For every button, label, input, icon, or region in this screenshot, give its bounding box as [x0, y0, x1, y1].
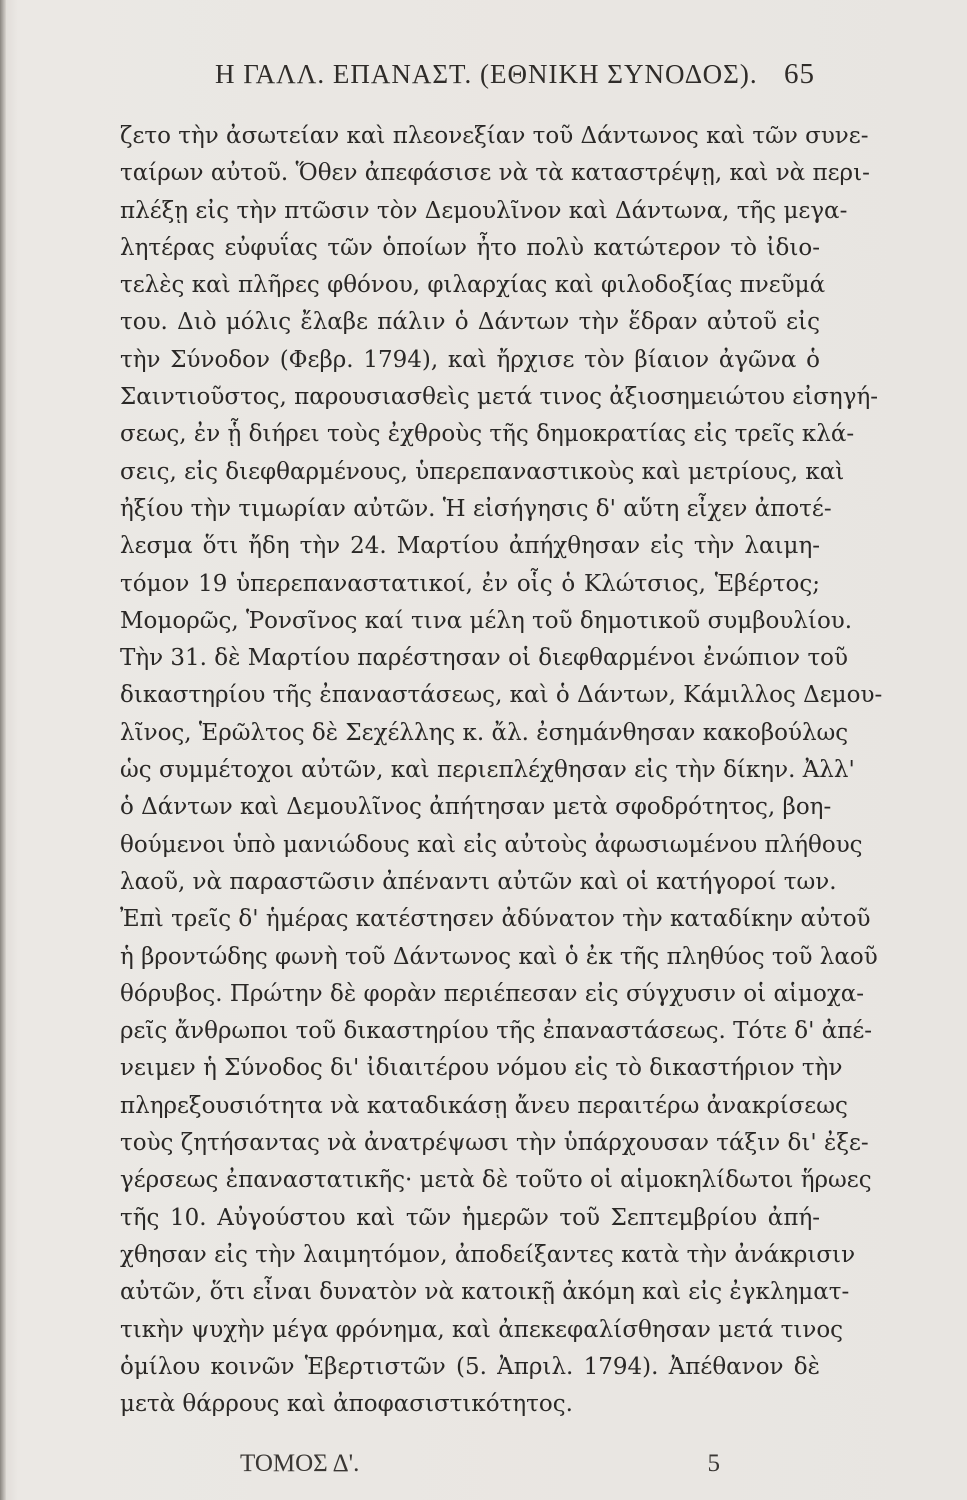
text-line: λητέρας εὐφυΐας τῶν ὁποίων ἦτο πολὺ κατώτερον τὸ ἰδιο-: [120, 234, 820, 261]
text-line: λῖνος, Ἑρῶλτος δὲ Σεχέλλης κ. ἄλ. ἐσημάνθησαν κακοβούλως: [120, 719, 849, 746]
text-line: τόμον 19 ὑπερεπαναστατικοί, ἐν οἷς ὁ Κλώτσιος, Ἑβέρτος;: [120, 570, 820, 597]
text-line: νειμεν ἡ Σύνοδος δι' ἰδιαιτέρου νόμου εἰς τὸ δικαστήριον τὴν: [120, 1055, 843, 1082]
text-line: τικὴν ψυχὴν μέγα φρόνημα, καὶ ἀπεκεφαλίσθησαν μετά τινος: [120, 1316, 844, 1343]
text-line: δικαστηρίου τῆς ἐπαναστάσεως, καὶ ὁ Δάντων, Κάμιλλος Δεμου-: [120, 682, 883, 709]
page-spine-shadow: [0, 0, 6, 1500]
text-line: Μομορῶς, Ῥονσῖνος καί τινα μέλη τοῦ δημοτικοῦ συμβουλίου.: [120, 607, 853, 634]
text-line: ρεῖς ἄνθρωποι τοῦ δικαστηρίου τῆς ἐπαναστάσεως. Τότε δ' ἀπέ-: [120, 1018, 873, 1045]
text-line: λαοῦ, νὰ παραστῶσιν ἀπέναντι αὐτῶν καὶ οἱ κατήγοροί των.: [120, 868, 837, 895]
text-line: ὁ Δάντων καὶ Δεμουλῖνος ἀπήτησαν μετὰ σφοδρότητος, βοη-: [120, 794, 832, 821]
text-line: Τὴν 31. δὲ Μαρτίου παρέστησαν οἱ διεφθαρμένοι ἐνώπιον τοῦ: [120, 645, 848, 672]
text-line: λεσμα ὅτι ἤδη τὴν 24. Μαρτίου ἀπήχθησαν εἰς τὴν λαιμη-: [120, 533, 820, 560]
text-line: γέρσεως ἐπαναστατικῆς· μετὰ δὲ τοῦτο οἱ αἱμοκηλίδωτοι ἥρωες: [120, 1167, 872, 1194]
text-line: θούμενοι ὑπὸ μανιώδους καὶ εἰς αὐτοὺς ἀφωσιωμένου πλήθους: [120, 831, 863, 858]
text-line: τοὺς ζητήσαντας νὰ ἀνατρέψωσι τὴν ὑπάρχουσαν τάξιν δι' ἐξε-: [120, 1130, 869, 1157]
text-line: σεως, ἐν ᾗ διήρει τοὺς ἐχθροὺς τῆς δημοκρατίας εἰς τρεῖς κλά-: [120, 421, 855, 448]
text-line: Σαιντιοῦστος, παρουσιασθεὶς μετά τινος ἀξιοσημειώτου εἰσηγή-: [120, 384, 879, 411]
page-footer: [240, 1450, 720, 1478]
running-header: [215, 58, 815, 91]
text-line: τελὲς καὶ πλῆρες φθόνου, φιλαρχίας καὶ φιλοδοξίας πνεῦμά: [120, 272, 826, 299]
body-text: [120, 118, 883, 1423]
text-line: τῆς 10. Αὐγούστου καὶ τῶν ἡμερῶν τοῦ Σεπτεμβρίου ἀπή-: [120, 1204, 820, 1231]
text-line: ταίρων αὐτοῦ. Ὅθεν ἀπεφάσισε νὰ τὰ καταστρέψῃ, καὶ νὰ περι-: [120, 160, 870, 187]
text-line: αὐτῶν, ὅτι εἶναι δυνατὸν νὰ κατοικῇ ἀκόμη καὶ εἰς ἐγκληματ-: [120, 1279, 850, 1306]
text-line: ὡς συμμέτοχοι αὐτῶν, καὶ περιεπλέχθησαν εἰς τὴν δίκην. Ἀλλ': [120, 757, 855, 784]
text-line: ἠξίου τὴν τιμωρίαν αὐτῶν. Ἡ εἰσήγησις δ' αὕτη εἶχεν ἀποτέ-: [120, 495, 832, 522]
text-line: θόρυβος. Πρώτην δὲ φορὰν περιέπεσαν εἰς σύγχυσιν οἱ αἱμοχα-: [120, 980, 865, 1007]
text-line: μετὰ θάρρους καὶ ἀποφασιστικότητος.: [120, 1391, 573, 1418]
text-line: τὴν Σύνοδον (Φεβρ. 1794), καὶ ἤρχισε τὸν βίαιον ἀγῶνα ὁ: [120, 346, 820, 373]
text-line: Ἐπὶ τρεῖς δ' ἡμέρας κατέστησεν ἀδύνατον τὴν καταδίκην αὐτοῦ: [120, 906, 871, 933]
text-line: πληρεξουσιότητα νὰ καταδικάσῃ ἄνευ περαιτέρω ἀνακρίσεως: [120, 1092, 848, 1119]
text-line: χθησαν εἰς τὴν λαιμητόμον, ἀποδείξαντες κατὰ τὴν ἀνάκρισιν: [120, 1241, 856, 1268]
signature-mark: 5: [707, 1450, 720, 1477]
text-line: του. Διὸ μόλις ἔλαβε πάλιν ὁ Δάντων τὴν ἕδραν αὐτοῦ εἰς: [120, 309, 820, 336]
running-title: Η ΓΑΛΛ. ΕΠΑΝΑΣΤ. (ΕΘΝΙΚΗ ΣΥΝΟΔΟΣ).: [215, 59, 758, 89]
text-line: ζετο τὴν ἀσωτείαν καὶ πλεονεξίαν τοῦ Δάντωνος καὶ τῶν συνε-: [120, 123, 869, 149]
volume-label: ΤΟΜΟΣ Δ'.: [240, 1450, 360, 1477]
text-line: ὁμίλου κοινῶν Ἑβερτιστῶν (5. Ἀπριλ. 1794). Ἀπέθανον δὲ: [120, 1353, 820, 1380]
text-line: ἡ βροντώδης φωνὴ τοῦ Δάντωνος καὶ ὁ ἐκ τῆς πληθύος τοῦ λαοῦ: [120, 943, 878, 970]
text-line: σεις, εἰς διεφθαρμένους, ὑπερεπαναστικοὺς καὶ μετρίους, καὶ: [120, 458, 845, 485]
text-line: πλέξῃ εἰς τὴν πτῶσιν τὸν Δεμουλῖνον καὶ Δάντωνα, τῆς μεγα-: [120, 197, 848, 224]
page-number: 65: [784, 58, 815, 90]
